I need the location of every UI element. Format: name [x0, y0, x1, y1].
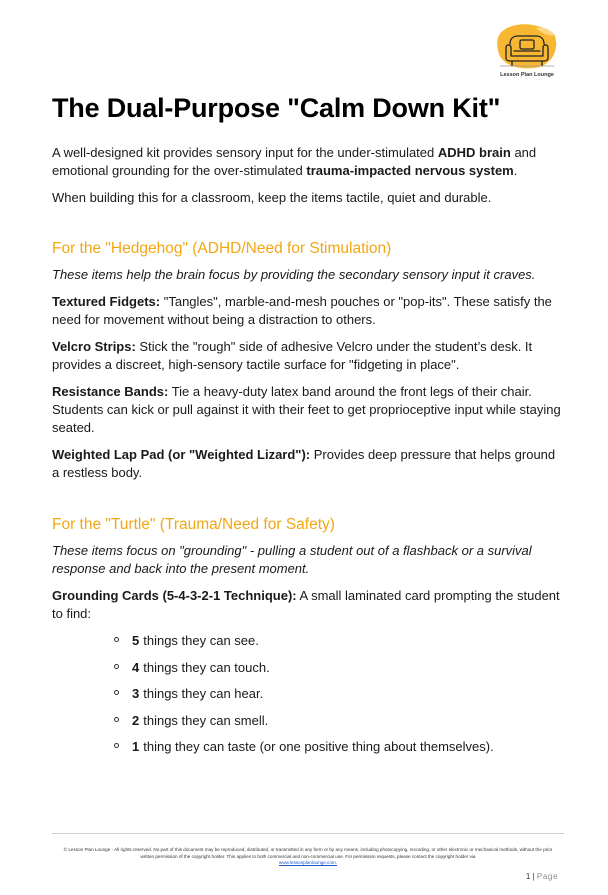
- list-item: 1 thing they can taste (or one positive thing about themselves).: [114, 738, 562, 756]
- brand-name: Lesson Plan Lounge: [500, 72, 554, 78]
- section-heading-turtle: For the "Turtle" (Trauma/Need for Safety): [52, 516, 335, 533]
- kit-item: Velcro Strips: Stick the "rough" side of adhesive Velcro under the student’s desk. It provides a discreet, high-sensory tactile surface for "fidgeting in place".: [52, 339, 533, 372]
- kit-item: Grounding Cards (5-4-3-2-1 Technique): A small laminated card prompting the student to find:: [52, 588, 560, 621]
- footer-divider: [52, 833, 564, 834]
- page-number: 1 | Page: [525, 872, 558, 881]
- list-item: 3 things they can hear.: [114, 685, 562, 703]
- kit-item: Textured Fidgets: "Tangles", marble-and-mesh pouches or "pop-its". These satisfy the need for movement without being a distraction to others.: [52, 294, 552, 327]
- website-link[interactable]: www.lessonplanlounge.com.: [279, 860, 337, 865]
- intro-paragraph: A well-designed kit provides sensory input for the under-stimulated ADHD brain and emotional grounding for the over-stimulated trauma-impacted nervous system.: [52, 145, 537, 178]
- circle-bullet-icon: [114, 717, 119, 722]
- intro-note: When building this for a classroom, keep the items tactile, quiet and durable.: [52, 190, 492, 205]
- circle-bullet-icon: [114, 637, 119, 642]
- list-item: 4 things they can touch.: [114, 659, 562, 677]
- circle-bullet-icon: [114, 743, 119, 748]
- circle-bullet-icon: [114, 690, 119, 695]
- section-lead: These items help the brain focus by providing the secondary sensory input it craves.: [52, 267, 536, 282]
- main-content: [52, 144, 562, 765]
- list-item: 2 things they can smell.: [114, 712, 562, 730]
- kit-item: Weighted Lap Pad (or "Weighted Lizard"): Provides deep pressure that helps ground a restless body.: [52, 447, 556, 480]
- grounding-list: [52, 632, 562, 756]
- kit-item: Resistance Bands: Tie a heavy-duty latex band around the front legs of their chair. Students can kick or pull against it with their feet to get proprioceptive input while staying seated.: [52, 384, 561, 435]
- section-lead: These items focus on "grounding" - pulling a student out of a flashback or a survival response and back into the present moment.: [52, 543, 532, 576]
- list-item: 5 things they can see.: [114, 632, 562, 650]
- section-heading-hedgehog: For the "Hedgehog" (ADHD/Need for Stimulation): [52, 240, 392, 257]
- circle-bullet-icon: [114, 664, 119, 669]
- footer-copyright: © Lesson Plan Lounge - All rights reserved. No part of this document may be reproduced, distributed, or transmitted in any form or by any means, including photocopying, recording, or other electronic or mechanical methods, without the prior written permission of the copyright holder. This applies to both commercial and non-commercial use. For permission requests, please contact the copyright holder via www.lessonplanlounge.com.: [58, 847, 558, 867]
- page-title: The Dual-Purpose "Calm Down Kit": [52, 93, 501, 123]
